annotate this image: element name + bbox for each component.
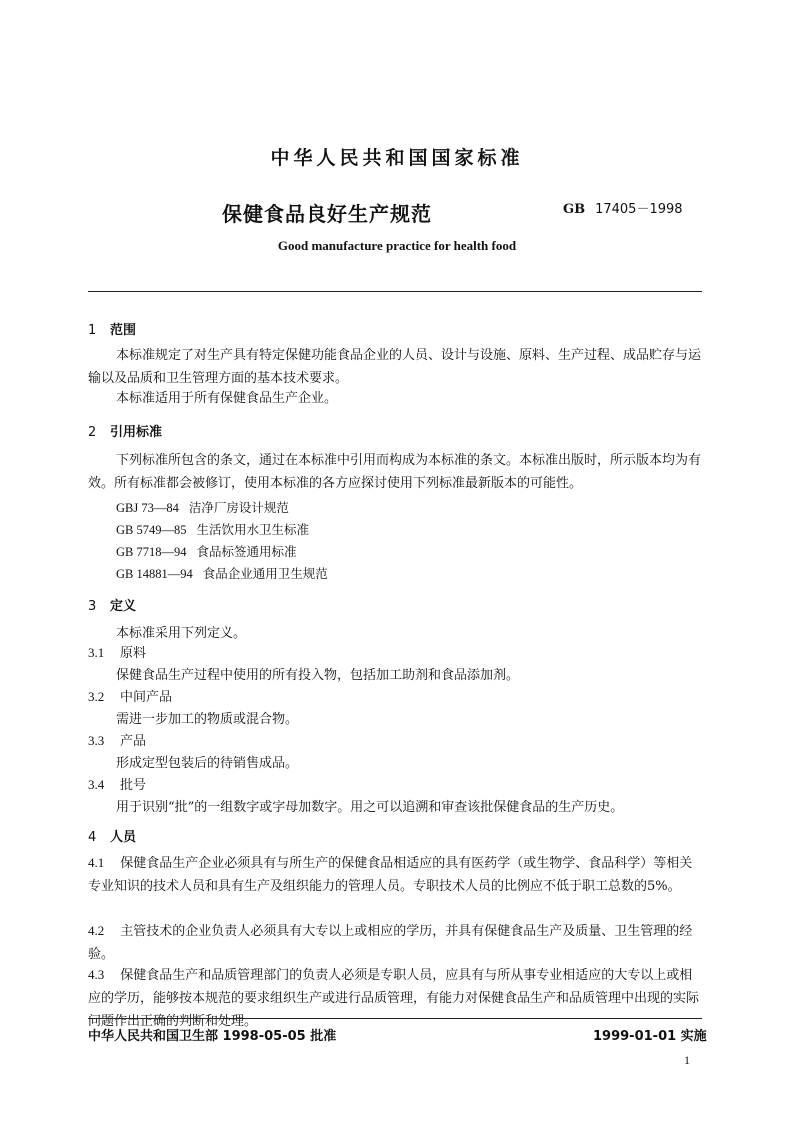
reference-item: [116, 498, 289, 516]
section-1-paragraph-2: 本标准适用于所有保健食品生产企业。: [116, 391, 338, 406]
reference-name: 洁净厂房设计规范: [188, 500, 289, 515]
definition-term: [88, 774, 146, 793]
term-name: 中间产品: [120, 690, 173, 705]
definition-text: 需进一步加工的物质或混合物。: [116, 712, 299, 727]
term-name: 批号: [120, 778, 147, 793]
reference-code: GB 7718—94: [116, 545, 187, 559]
section-title: 人员: [110, 830, 137, 845]
term-name: 产品: [120, 734, 147, 749]
section-number: 4: [88, 830, 97, 845]
footer-divider: [88, 1018, 702, 1019]
section-3-intro: 本标准采用下列定义。: [116, 626, 247, 641]
definition-term: [88, 642, 146, 661]
definition-term: [88, 686, 172, 705]
reference-code: GB 5749—85: [116, 523, 187, 537]
page-number: 1: [684, 1053, 690, 1067]
document-title-en: Good manufacture practice for health food: [277, 238, 517, 253]
clause-number: 4.3: [88, 967, 105, 982]
definition-text: 用于识别“批”的一组数字或字母加数字。用之可以追溯和审查该批保健食品的生产历史。: [116, 800, 624, 815]
reference-item: [116, 520, 309, 538]
section-number: 2: [88, 425, 97, 440]
code-prefix: GB: [563, 202, 586, 217]
clause-number: 4.1: [88, 855, 105, 870]
section-3-heading: [88, 595, 136, 614]
definition-text: 保健食品生产过程中使用的所有投入物，包括加工助剂和食品添加剂。: [116, 668, 520, 683]
standard-code: [563, 198, 683, 217]
section-title: 定义: [110, 599, 137, 614]
section-1-paragraph-1: 本标准规定了对生产具有特定保健功能食品企业的人员、设计与设施、原料、生产过程、成品贮存与运输以及品质和卫生管理方面的基本技术要求。: [88, 348, 702, 386]
code-number: 17405－1998: [595, 202, 683, 217]
term-name: 原料: [120, 646, 147, 661]
approval-line: 中华人民共和国卫生部 1998-05-05 批准: [88, 1029, 337, 1044]
section-2-heading: [88, 421, 162, 440]
reference-name: 生活饮用水卫生标准: [196, 522, 310, 537]
clause-number: 3.4: [88, 777, 105, 792]
definition-text: 形成定型包装后的待销售成品。: [116, 756, 299, 771]
section-title: 范围: [110, 323, 137, 338]
clause-4-1: [88, 851, 702, 898]
reference-name: 食品企业通用卫生规范: [202, 566, 328, 581]
clause-number: 4.2: [88, 923, 105, 938]
section-number: 1: [88, 323, 97, 338]
clause-text: 主管技术的企业负责人必须具有大专以上或相应的学历，并具有保健食品生产及质量、卫生管理的经验。: [88, 924, 693, 962]
section-1-heading: [88, 319, 136, 338]
reference-name: 食品标签通用标准: [196, 544, 297, 559]
section-number: 3: [88, 599, 97, 614]
reference-code: GB 14881—94: [116, 567, 193, 581]
reference-item: [116, 542, 297, 560]
clause-text: 保健食品生产企业必须具有与所生产的保健食品相适应的具有医药学（或生物学、食品科学）等相关专业知识的技术人员和具有生产及组织能力的管理人员。专职技术人员的比例应不低于职工总数的5%。: [88, 856, 693, 894]
national-standard-heading: 中华人民共和国国家标准: [270, 147, 524, 169]
section-4-heading: [88, 826, 136, 845]
clause-number: 3.1: [88, 645, 105, 660]
section-title: 引用标准: [110, 425, 163, 440]
definition-term: [88, 730, 146, 749]
clause-number: 3.2: [88, 689, 105, 704]
reference-code: GBJ 73—84: [116, 501, 179, 515]
clause-4-3: [88, 963, 702, 1033]
clause-text: 保健食品生产和品质管理部门的负责人必须是专职人员，应具有与所从事专业相适应的大专以上或相应的学历，能够按本规范的要求组织生产或进行品质管理，有能力对保健食品生产和品质管理中出现的实际问题作出正确的判断和处理。: [88, 968, 700, 1029]
clause-4-2: [88, 919, 702, 966]
reference-item: [116, 564, 328, 582]
clause-number: 3.3: [88, 733, 105, 748]
section-2-paragraph: 下列标准所包含的条文，通过在本标准中引用而构成为本标准的条文。本标准出版时，所示版本均为有效。所有标准都会被修订，使用本标准的各方应探讨使用下列标准最新版本的可能性。: [88, 453, 702, 491]
document-title-zh: 保健食品良好生产规范: [222, 202, 432, 226]
header-divider: [88, 291, 702, 292]
effective-date: 1999-01-01 实施: [593, 1029, 707, 1044]
